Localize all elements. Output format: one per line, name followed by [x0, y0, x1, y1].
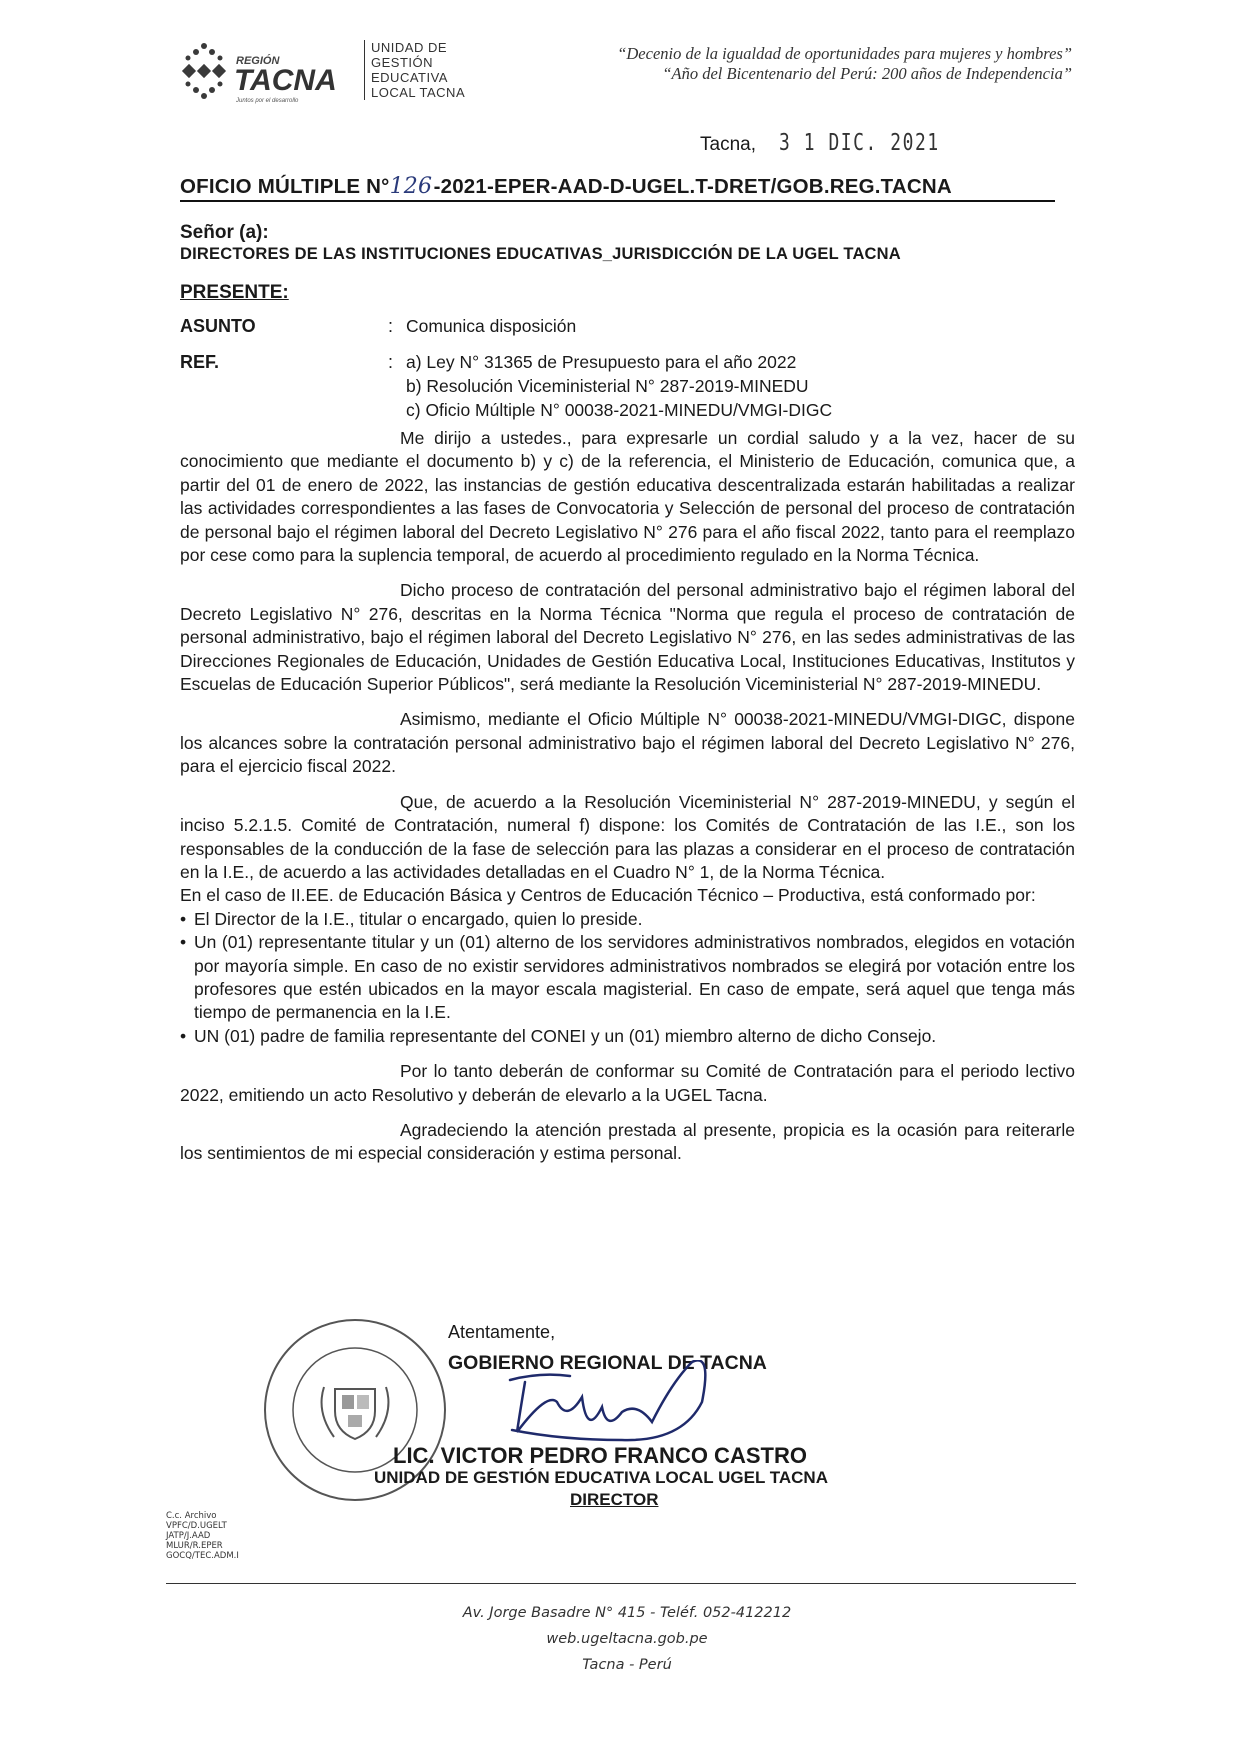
list-item: • Un (01) representante titular y un (01) alterno de los servidores administrativos nombrados, elegidos en votación por mayoría simple. En caso de no existir servidores administrativos nombrados se elegirá por votación entre los profesores que estén ubicados en la mayor escala magisterial. En caso de empate, será aquel que tenga más tiempo de permanencia en la I.E.	[180, 931, 1075, 1025]
ref-label: REF.	[180, 352, 220, 372]
logo-slogan-text: Juntos por el desarrollo	[236, 98, 299, 104]
ref-item: b) Resolución Viceministerial N° 287-2019-MINEDU	[406, 376, 809, 396]
unit-line: EDUCATIVA	[371, 70, 448, 85]
body-paragraph: Que, de acuerdo a la Resolución Viceministerial N° 287-2019-MINEDU, y según el inciso 5.2.1.5. Comité de Contratación, numeral f) dispone: los Comités de Contratación de las I.E., son los responsables de la conducción de la fase de selección para las plazas a considerar en el proceso de contratación en la I.E., de acuerdo a las actividades detalladas en el Cuadro N° 1, de la Norma Técnica.	[180, 791, 1075, 882]
salutation: Señor (a):	[180, 222, 269, 243]
ref-item: a) Ley N° 31365 de Presupuesto para el año 2022	[406, 352, 797, 372]
committee-list	[180, 908, 1075, 1048]
unit-line: GESTIÓN	[371, 55, 434, 70]
reference-prefix: OFICIO MÚLTIPLE N°	[180, 175, 390, 198]
region-tacna-logo	[178, 36, 346, 116]
date-line	[700, 130, 985, 156]
subject-label: ASUNTO	[180, 316, 256, 336]
body-paragraph: Dicho proceso de contratación del personal administrativo bajo el régimen laboral del Decreto Legislativo N° 276, descritas en la Norma Técnica "Norma que regula el proceso de contratación de personal administrativo, bajo el régimen laboral del Decreto Legislativo N° 276, en las sedes administrativas de las Direcciones Regionales de Educación, Unidades de Gestión Educativa Local, Instituciones Educativas, Institutos y Escuelas de Educación Superior Públicos", será mediante la Resolución Viceministerial N° 287-2019-MINEDU.	[180, 580, 1075, 695]
footer-address: Av. Jorge Basadre N° 415 - Teléf. 052-412212	[462, 1605, 792, 1621]
reference-number: 126	[389, 174, 433, 199]
body-paragraph: Me dirijo a ustedes., para expresarle un cordial saludo y a la vez, hacer de su conocimiento que mediante el documento b) y c) de la referencia, el Ministerio de Educación, comunica que, a partir del 01 de enero de 2022, las instancias de gestión educativa descentralizada estarán habilitadas a realizar las actividades correspondientes a las fases de Convocatoria y Selección de personal del proceso de contratación de personal bajo el régimen laboral del Decreto Legislativo N° 276 para el año fiscal 2022, tanto para el reemplazo por cese como para la suplencia temporal, de acuerdo al procedimiento regulado en la Norma Técnica.	[180, 428, 1075, 566]
list-item: • UN (01) padre de familia representante del CONEI y un (01) miembro alterno de dicho Consejo.	[180, 1025, 1075, 1048]
body-paragraph: Asimismo, mediante el Oficio Múltiple N° 00038-2021-MINEDU/VMGI-DIGC, dispone los alcances sobre la contratación personal administrativo bajo el régimen laboral del Decreto Legislativo N° 276, para el ejercicio fiscal 2022.	[180, 709, 1075, 777]
motto-decade: “Decenio de la igualdad de oportunidades para mujeres y hombres”	[617, 44, 1072, 63]
signatory-name: LIC. VICTOR PEDRO FRANCO CASTRO	[393, 1443, 807, 1468]
presente-label: PRESENTE:	[180, 282, 289, 303]
motto-year: “Año del Bicentenario del Perú: 200 años de Independencia”	[662, 64, 1072, 83]
coat-of-arms-icon	[322, 1387, 389, 1439]
unit-name-block	[364, 40, 481, 100]
footer	[0, 1600, 1240, 1678]
logo-region-text: REGIÓN	[236, 55, 280, 67]
body-paragraph: En el caso de II.EE. de Educación Básica y Centros de Educación Técnico – Productiva, está conformado por:	[180, 885, 1036, 906]
date-city: Tacna,	[700, 134, 756, 155]
letter-body	[180, 427, 1075, 1166]
subject-colon: :	[388, 316, 394, 336]
reference-suffix: -2021-EPER-AAD-D-UGEL.T-DRET/GOB.REG.TACNA	[433, 175, 952, 198]
unit-line: LOCAL TACNA	[371, 85, 466, 100]
footer-city: Tacna - Perú	[582, 1657, 672, 1673]
signatory-unit: UNIDAD DE GESTIÓN EDUCATIVA LOCAL UGEL TACNA	[374, 1468, 828, 1487]
logo-emblem-icon	[182, 43, 226, 99]
cc-line: C.c. Archivo	[166, 1511, 217, 1521]
footer-divider	[166, 1583, 1076, 1584]
addressee: DIRECTORES DE LAS INSTITUCIONES EDUCATIVAS_JURISDICCIÓN DE LA UGEL TACNA	[180, 245, 901, 263]
header-mottos	[512, 44, 1072, 84]
ref-colon: :	[388, 352, 394, 372]
handwritten-signature	[505, 1360, 735, 1455]
signatory-organization: GOBIERNO REGIONAL DE TACNA	[448, 1352, 767, 1374]
document-reference	[180, 174, 1055, 202]
cc-line: MLUR/R.EPER	[166, 1541, 223, 1551]
unit-line: UNIDAD DE	[371, 40, 448, 55]
logo-name-text: TACNA	[234, 64, 337, 97]
copy-distribution	[166, 1511, 239, 1561]
cc-line: JATP/J.AAD	[166, 1531, 211, 1541]
signatory-role: DIRECTOR	[570, 1490, 659, 1509]
ref-item: c) Oficio Múltiple N° 00038-2021-MINEDU/VMGI-DIGC	[406, 400, 833, 420]
list-item: • El Director de la I.E., titular o encargado, quien lo preside.	[180, 908, 1075, 931]
closing: Atentamente,	[448, 1322, 556, 1342]
subject-value: Comunica disposición	[406, 316, 577, 336]
cc-line: GOCQ/TEC.ADM.I	[166, 1551, 239, 1561]
date-stamp: 3 1 DIC. 2021	[779, 130, 940, 156]
body-paragraph: Por lo tanto deberán de conformar su Comité de Contratación para el periodo lectivo 2022, emitiendo un acto Resolutivo y deberán de elevarlo a la UGEL Tacna.	[180, 1061, 1075, 1105]
footer-web: web.ugeltacna.gob.pe	[546, 1631, 708, 1647]
body-paragraph: Agradeciendo la atención prestada al presente, propicia es la ocasión para reiterarle los sentimientos de mi especial consideración y estima personal.	[180, 1119, 1075, 1164]
cc-line: VPFC/D.UGELT	[166, 1521, 227, 1531]
